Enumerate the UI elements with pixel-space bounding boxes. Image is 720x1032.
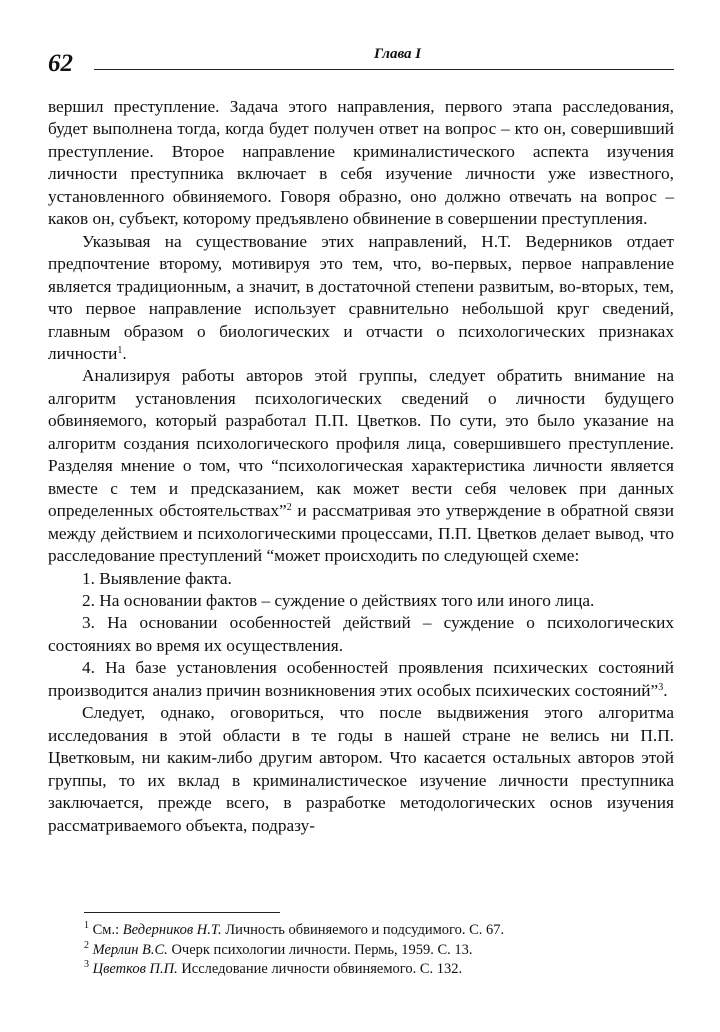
list-item: 1. Выявление факта.	[82, 568, 232, 588]
footnotes	[84, 921, 674, 980]
header-rule	[94, 69, 674, 70]
page-number: 62	[48, 50, 73, 77]
footnote: $^2$ Мерлин В.С. Очерк психологии личности. Пермь, 1959. С. 13.	[84, 939, 473, 958]
paragraph: Анализируя работы авторов этой группы, следует обратить внимание на алгоритм установления психологических сведений о личности будущего обвиняемого, который разработал П.П. Цветков. По сути, это было указание на алгоритм создания психологического профиля лица, совершившего преступление. Разделяя мнение о том, что “психологическая характеристика личности является вместе с тем и предсказанием, как может вести себя человек при данных определенных обстоятельствах”$^2$ и рассматривая это утверждение в обратной связи между действием и психологическими процессами, П.П. Цветков делает вывод, что расследование преступлений “может происходить по следующей схеме:	[48, 366, 674, 566]
footnote-ref: 2	[286, 502, 292, 514]
body-text	[48, 96, 674, 837]
footnote: $^1$ См.: Ведерников Н.Т. Личность обвиняемого и подсудимого. С. 67.	[84, 920, 505, 938]
footnote-rule	[84, 912, 280, 913]
paragraph: вершил преступление. Задача этого направления, первого этапа расследования, будет выполнена тогда, когда будет получен ответ на вопрос – кто он, совершивший преступление. Второе направление криминалистического аспекта изучения личности преступника включает в себя изучение личности уже известного, установленного обвиняемого. Говоря образно, оно должно отвечать на вопрос – каков он, субъект, которому предъявлено обвинение в совершении преступления.	[48, 97, 674, 229]
list-item: 3. На основании особенностей действий – суждение о психологических состояниях во время их осуществления.	[48, 613, 674, 655]
paragraph: Указывая на существование этих направлений, Н.Т. Ведерников отдает предпочтение второму, мотивируя это тем, что, во-первых, первое направление является традиционным, а значит, в достаточной степени развитым, во-вторых, тем, что первое направление использует сравнительно небольшой круг сведений, главным образом о биологических и отчасти о психологических признаках личности$^1$.	[48, 231, 674, 363]
list-item: 2. На основании фактов – суждение о действиях того или иного лица.	[82, 590, 595, 610]
footnote-ref: 3	[658, 681, 664, 693]
chapter-title: Глава I	[374, 46, 422, 62]
footnote: $^3$ Цветков П.П. Исследование личности обвиняемого. С. 132.	[84, 959, 463, 977]
paragraph: Следует, однако, оговориться, что после выдвижения этого алгоритма исследования в этой области в те годы в нашей стране не велись ни П.П. Цветковым, ни каким-либо другим автором. Что касается остальных авторов этой группы, то их вклад в криминалистическое изучение личности преступника заключается, прежде всего, в разработке методологических основ изучения рассматриваемого объекта, подразу-	[48, 703, 674, 835]
footnote-ref: 1	[117, 344, 123, 356]
running-header	[48, 44, 674, 84]
list-item: 4. На базе установления особенностей проявления психических состояний производится анализ причин возникновения этих особых психических состояний”$^3$.	[48, 658, 674, 700]
